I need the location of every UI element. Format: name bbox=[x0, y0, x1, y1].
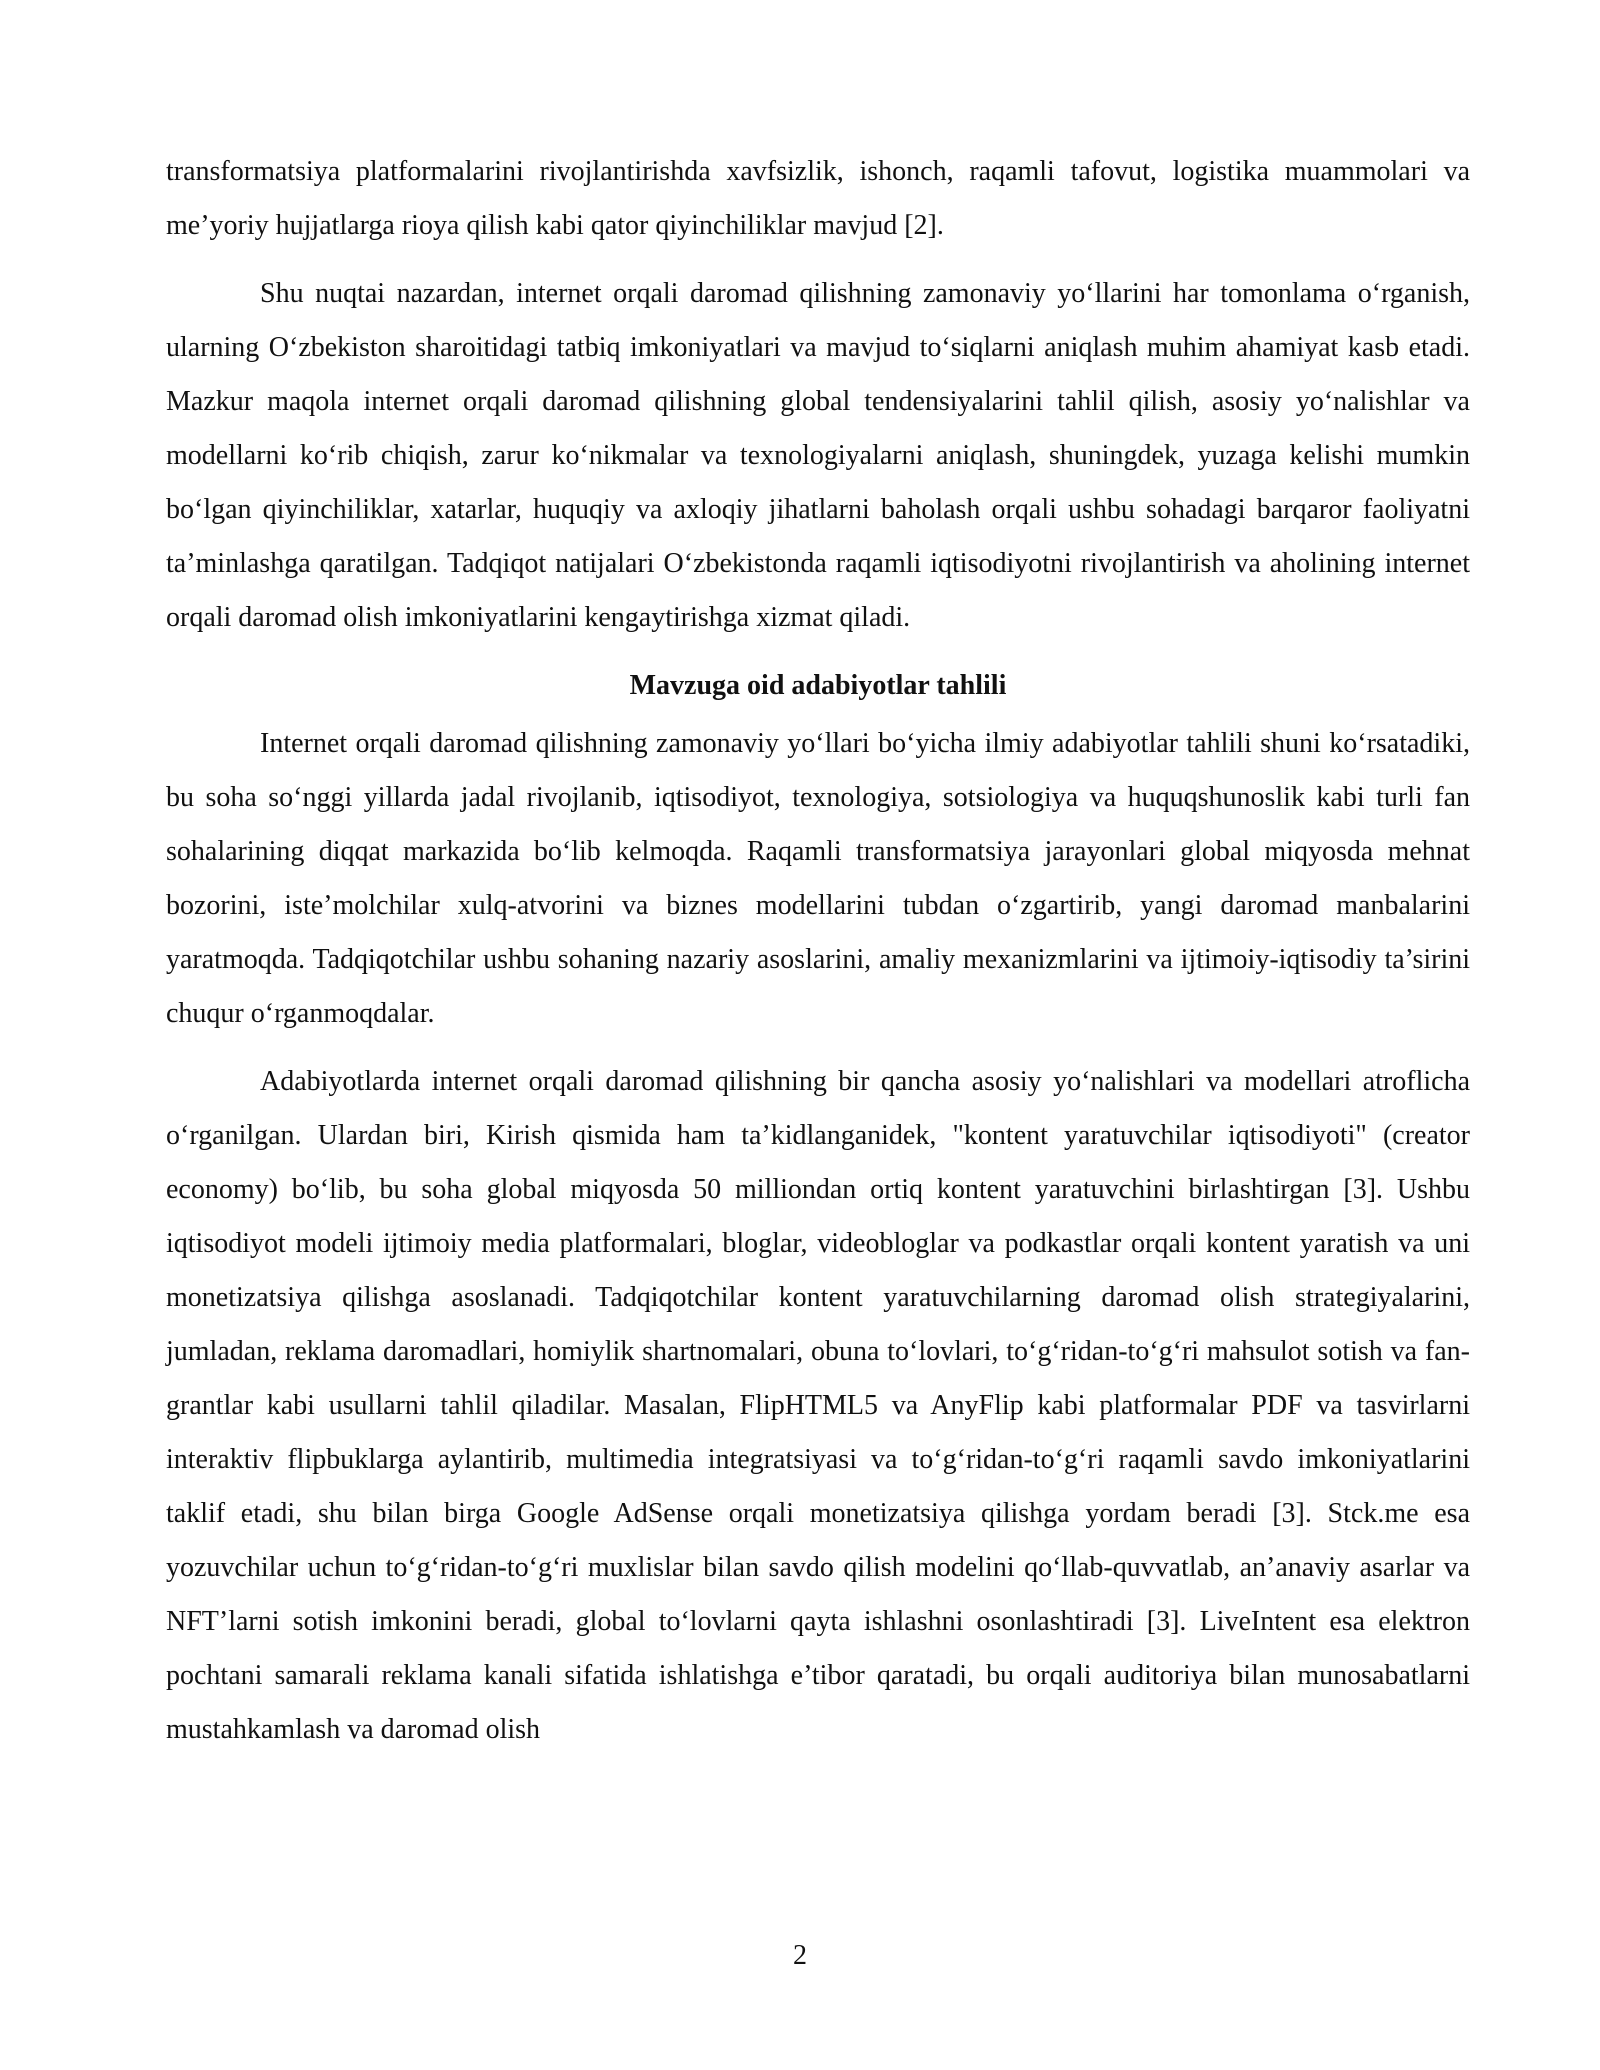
page-number: 2 bbox=[793, 1940, 807, 1971]
paragraph-continuation: transformatsiya platformalarini rivojlantirishda xavfsizlik, ishonch, raqamli tafovut, logistika muammolari va me’yoriy hujjatlarga rioya qilish kabi qator qiyinchiliklar mavjud [2]. bbox=[166, 156, 1470, 241]
document-page bbox=[166, 145, 1470, 1771]
section-heading: Mavzuga oid adabiyotlar tahlili bbox=[629, 670, 1007, 701]
paragraph-literature-models: Adabiyotlarda internet orqali daromad qilishning bir qancha asosiy yo‘nalishlari va modellari atroflicha o‘rganilgan. Ulardan biri, Kirish qismida ham ta’kidlanganidek, "kontent yaratuvchilar iqtisodiyoti" (creator economy) bo‘lib, bu soha global miqyosda 50 milliondan ortiq kontent yaratuvchini birlashtirgan [3]. Ushbu iqtisodiyot modeli ijtimoiy media platformalari, bloglar, videobloglar va podkastlar orqali kontent yaratish va uni monetizatsiya qilishga asoslanadi. Tadqiqotchilar kontent yaratuvchilarning daromad olish strategiyalarini, jumladan, reklama daromadlari, homiylik shartnomalari, obuna to‘lovlari, to‘g‘ridan-to‘g‘ri mahsulot sotish va fan-grantlar kabi usullarni tahlil qiladilar. Masalan, FlipHTML5 va AnyFlip kabi platformalar PDF va tasvirlarni interaktiv flipbuklarga aylantirib, multimedia integratsiyasi va to‘g‘ridan-to‘g‘ri raqamli savdo imkoniyatlarini taklif etadi, shu bilan birga Google AdSense orqali monetizatsiya qilishga yordam beradi [3]. Stck.me esa yozuvchilar uchun to‘g‘ridan-to‘g‘ri muxlislar bilan savdo qilish modelini qo‘llab-quvvatlab, an’anaviy asarlar va NFT’larni sotish imkonini beradi, global to‘lovlarni qayta ishlashni osonlashtiradi [3]. LiveIntent esa elektron pochtani samarali reklama kanali sifatida ishlatishga e’tibor qaratadi, bu orqali auditoriya bilan munosabatlarni mustahkamlash va daromad olish bbox=[166, 1066, 1470, 1745]
paragraph-literature-overview: Internet orqali daromad qilishning zamonaviy yo‘llari bo‘yicha ilmiy adabiyotlar tahlili shuni ko‘rsatadiki, bu soha so‘nggi yillarda jadal rivojlanib, iqtisodiyot, texnologiya, sotsiologiya va huquqshunoslik kabi turli fan sohalarining diqqat markazida bo‘lib kelmoqda. Raqamli transformatsiya jarayonlari global miqyosda mehnat bozorini, iste’molchilar xulq-atvorini va biznes modellarini tubdan o‘zgartirib, yangi daromad manbalarini yaratmoqda. Tadqiqotchilar ushbu sohaning nazariy asoslarini, amaliy mexanizmlarini va ijtimoiy-iqtisodiy ta’sirini chuqur o‘rganmoqdalar. bbox=[166, 728, 1470, 1029]
paragraph-purpose: Shu nuqtai nazardan, internet orqali daromad qilishning zamonaviy yo‘llarini har tomonlama o‘rganish, ularning O‘zbekiston sharoitidagi tatbiq imkoniyatlari va mavjud to‘siqlarni aniqlash muhim ahamiyat kasb etadi. Mazkur maqola internet orqali daromad qilishning global tendensiyalarini tahlil qilish, asosiy yo‘nalishlar va modellarni ko‘rib chiqish, zarur ko‘nikmalar va texnologiyalarni aniqlash, shuningdek, yuzaga kelishi mumkin bo‘lgan qiyinchiliklar, xatarlar, huquqiy va axloqiy jihatlarni baholash orqali ushbu sohadagi barqaror faoliyatni ta’minlashga qaratilgan. Tadqiqot natijalari O‘zbekistonda raqamli iqtisodiyotni rivojlantirish va aholining internet orqali daromad olish imkoniyatlarini kengaytirishga xizmat qiladi. bbox=[166, 278, 1470, 633]
